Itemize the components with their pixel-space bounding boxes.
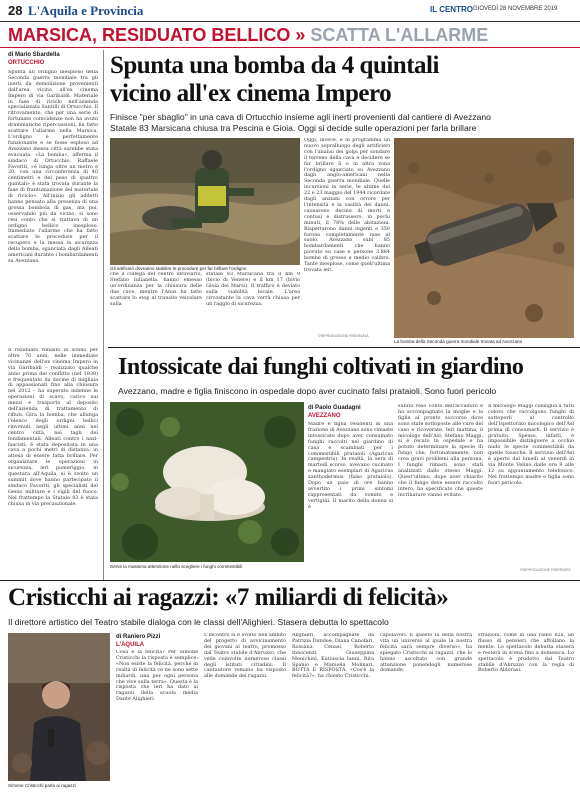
story1-photo-bomb xyxy=(394,138,574,338)
cristicchi-image xyxy=(8,633,110,781)
page-number: 28 xyxy=(8,3,23,18)
story1-column-3b: statale 83 Marsicana tra il km 9 (bivio di Venere) e il km 17 (bivio Gioia dei Marsi). Il traffico è deviato sulla viabilità locale. L'area circostante la cava verrà chiusa per un raggio di sicurezza. xyxy=(206,272,300,307)
story3-column-5: strazioni, come in una radio b2a, un flusso di pensieri che affollano la mente. Lo spettacolo debutta stasera e resterà in scena fino a domenica. Lo spettacolo è prodotto dal Teatro stabile d'Abruzzo con la regia di Roberto Aldorasi. xyxy=(478,633,574,674)
story2-photo-caption: Serve la massima attenzione nello scegliere i funghi commestibili xyxy=(110,564,243,569)
kicker-rule xyxy=(0,47,580,48)
story1-column-1: Spunta un ordigno inesploso della Seconda guerra mondiale tra gli inerti da demolizione provenienti dall'area vicina all'ex cinema Impero di via Garibaldi. Materiale in fase di riciclo nell'azienda specializzata Santilli di Ortucchio. Il ritrovamento, che per una serie di fortunate coincidenze non ha avuto drammatiche ripercussioni, ha fatto scattare l'allarme nella Marsica. L'ordigno è perfettamente funzionante e se fosse esploso ad Avezzano messa città sarebbe stata evacuata. «La bomba», afferma il sindaco di Ortucchio, Raffaele Favoriti, «è lunga oltre un metro e 20, con una circonferenza di 40 centimetri e del peso di quattro quintali» è stata trovata durante la fase di frantumazione del materiale di riciclo». All'inizio gli addetti hanno pensato alla presenza di una grossa bombola di gas, ma poi, osservando più da vicino, si sono resi conto che si trattava di un ordigno bellico inesploso. Immediato l'allarme che ha fatto scattare le procedure per il recupero e la messa in sicurezza della bomba, sganciata dagli Alleati americani durante i bombardamenti su Avezzano. xyxy=(8,70,98,264)
story2-photo-mushrooms xyxy=(110,402,304,562)
story3-headline: Cristicchi ai ragazzi: «7 miliardi di felicità» xyxy=(8,584,449,611)
page-header xyxy=(0,0,580,22)
story2-headline: Intossicate dai funghi coltivati in giardino xyxy=(118,354,524,380)
story1-column-2: Il residuato rimasto in sonno per oltre 70 anni, nelle immediate vicinanze dell'ex cinema Impero in via Garibaldi – realizzato qualche anno prima del conflitto (nel 1938) e frequentato da decine di migliaia di appassionati fino alla chiusura nel 2012 – ha superato indenne le operazioni di scavo, carico sui mezzi e trasporto al deposito dell'azienda di trattamento di rifiuti. Gira la bomba, che allunga l'elenco degli ordigni bellici rinvenuti negli ultimi anni nel centro città, nei tagli dei fondamentali. Alleati contro i nazi-fascisti, è stata depositata in una cava a pochi metri di distanza, in attesa di essere fatta brillare. Per organizzare le operazioni in sicurezza, ieri pomeriggio, in questura all'Aquila, si è svolto un summit dove hanno partecipato il sindaco Favoriti, gli specialisti del Genio militare e i vigili del fuoco. Nel frattempo la Statale 83 è stata chiusa in via precauzionale. xyxy=(8,348,98,507)
story3-column-2: L'incontro si è svolto nell'ambito del progetto di avvicinamento dei giovani al teatro, promosso dal Teatro stabile d'Abruzzo, che vede coinvolte numerose classi degli istituti cittadini. Il cantautore romano ha risposto alle domande dei ragazzi. xyxy=(204,633,286,680)
bomb-squad-image xyxy=(110,138,300,265)
story3-column-3: Alighieri, accompagnate da Patrizia Dundee, Diana Canofari, Rossana Cenasi, Roberto Innocenzi, Giuseppina Menichini, Katiuscia Ianni, Rita Spanio e Manuela Molinari. BOTTA E RISPOSTA. «Cos'è la felicità?», ha chiesto Cristicchi. xyxy=(292,633,374,680)
story1-headline: Spunta una bomba da 4 quintali vicino all'ex cinema Impero xyxy=(110,52,439,107)
story2-column-2: subito reso conto dell'accaduto e ha accompagnato la moglie e la figlia al pronto soccorso dove sono state sottoposte alle cure del caso e ricoverate. Ieri mattina, il micologo dell'Asl, Stefano Maggi, si è recato in ospedale e ha potuto determinare la specie di fungo che, fortunatamente, non crea gravi problemi alla persona. I funghi rimasti sono stati analizzati dallo stesso Maggi. Quest'ultimo, dopo aver chiarito che il fungo deve essere raccolto intero, ha specificato che queste incrinature vanno evitate. xyxy=(398,404,483,498)
story3-byline: di Raniero Pizzi L'AQUILA xyxy=(116,634,161,648)
story3-column-1: Cosa è la felicità? Per Simone Cristicchi la risposta è semplice: «Non esiste la felicità, perché in realtà di felicità ce ne sono sette miliardi, una per ogni persona che vive sulla terra». Questa è la risposta che ieri ha dato ai ragazzi della scuola media Dante Alighieri. xyxy=(116,650,198,703)
story1-deck: Finisce "per sbaglio" in una cava di Ortucchio insieme agli inerti provenienti dal cantiere di Avezzano Statale 83 Marsicana chiusa tra Pescina e Gioia. Oggi si decide sulle operazioni per farla brillare xyxy=(110,112,491,133)
story1-credit: ©RIPRODUZIONE RISERVATA xyxy=(318,334,369,338)
issue-date: GIOVEDÌ 28 NOVEMBRE 2019 xyxy=(473,6,558,12)
story3-photo-caption: Simone Cristicchi parla ai ragazzi xyxy=(8,783,76,788)
story1-photo1-caption: Gli artificieri dovranno stabilire le procedure per far brillare l'ordigno xyxy=(110,266,247,271)
story2-deck: Avezzano, madre e figlia finiscono in ospedale dopo aver cucinato falsi prataioli. Sono fuori pericolo xyxy=(118,386,497,396)
story1-photo2-caption: La bomba della Seconda guerra mondiale trovata ad Avezzano xyxy=(394,339,523,344)
story2-credit: ©RIPRODUZIONE RISERVATA xyxy=(520,568,571,572)
story1-kicker: MARSICA, RESIDUATO BELLICO » SCATTA L'ALLARME xyxy=(8,25,489,45)
bomb-image xyxy=(394,138,574,338)
story1-column-3a: che il collega del centro idroviario, Stefano Iulianella, hanno emesso un'ordinanza per la chiusura delle due cave, mentre l'Anas ha fatto scattare lo stop al transito veicolare sulla xyxy=(110,272,202,307)
story2-byline: di Paolo Guadagni AVEZZANO xyxy=(308,405,361,419)
story-divider xyxy=(108,347,580,348)
newspaper-name: IL CENTRO xyxy=(430,5,473,14)
story1-column-4: Oggi, invece, è in programma un nuovo sopralluogo degli artificieri con l'analisi dei golpi per sondare il terreno della cava e decidere se far brillare lì o in altra zona l'ordigno sganciato su Avezzano dagli anglo-americani nella Seconda guerra mondiale. Quelle incursioni in serie, le ultime del 22 e 23 maggio del 1944 ricordate dagli anziani con orrore per l'intensità e la vastità dei danni, causarono decine di morti e contusi e distrussero, in pochi minuti, il 78% delle abitazioni. Rispettarono danni ingenti e 350 furono completamente rase al suolo. Avezzano subì 85 bombardamenti che hanno piovuto su case e persone 3.884 bombe di grosso e medio calibro. Tante inesplose, come quell'ultima trovata ieri. xyxy=(304,138,390,273)
story2-column-1: Madre e figlia residenti in una frazione di Avezzano sono rimaste intossicate dopo aver consumato funghi raccolti nel giardino di casa e scambiati per i commestibili prataioli (Agaricus campestris). In realtà, la sera di martedì scorso, avevano cucinato e mangiato esemplari di Agaricus xanthodermus (falso prataiolo). Dopo un paio di ore hanno avvertito i primi sintomi rappresentati da vomito e vertigini. Il marito della donna si è xyxy=(308,422,393,510)
section-title: L'Aquila e Provincia xyxy=(28,3,144,18)
story2-column-3: Il micologo Maggi consiglia a tutti coloro che raccolgono funghi di sottoporli al controllo dell'Ispettorato micologico dell'Asl prima di consumarli. Il servizio è gratuito. Spesso, infatti, è impossibile distinguere a occhio nudo le specie commestibili da quelle tossiche. Il servizio dell'Asl è aperto dal lunedì al venerdì in via Monte Velino dalle ore 9 alle 12 su appuntamento telefonico. Nel frattempo madre e figlia sono fuori pericolo. xyxy=(488,404,574,486)
story-divider-2 xyxy=(0,580,580,581)
story1-photo-bomb-squad xyxy=(110,138,300,265)
column-rule xyxy=(103,50,104,580)
story3-photo-cristicchi xyxy=(8,633,110,781)
story1-byline: di Mario Sbardella ORTUCCHIO xyxy=(8,52,60,66)
story3-deck: Il direttore artistico del Teatro stabile dialoga con le classi dell'Alighieri. Stasera debutta lo spettacolo xyxy=(8,617,389,627)
mushrooms-image xyxy=(110,402,304,562)
story3-column-4: capolavori. È questo fa della nostra vita un universo al quale la nostra felicità sarà sempre diverso», ha spiegato Cristicchi ai ragazzi, che lo hanno ascoltato con grande attenzione ponendogli numerose domande. xyxy=(380,633,472,674)
